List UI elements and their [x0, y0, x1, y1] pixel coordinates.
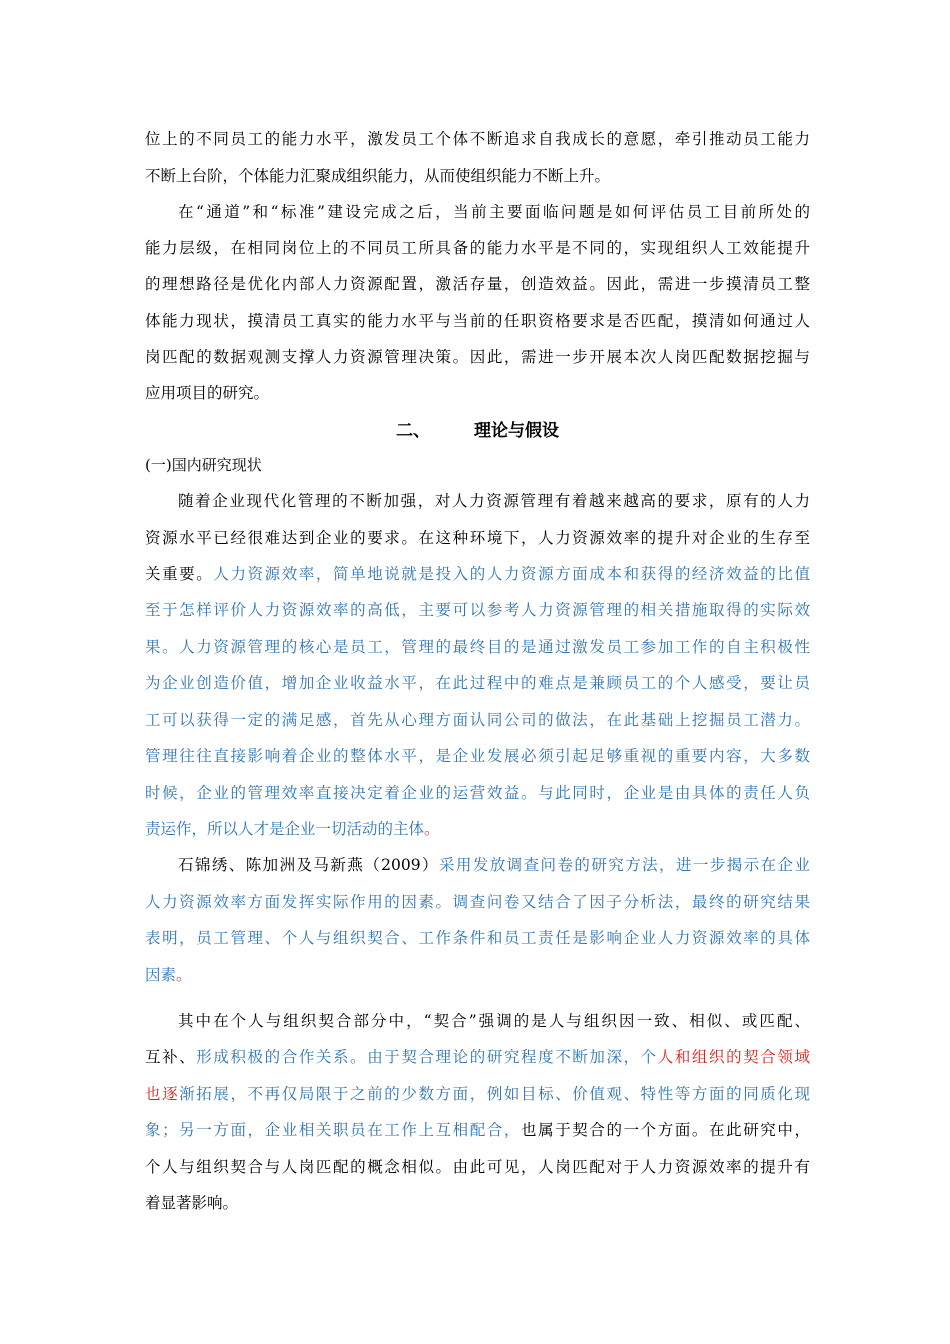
highlighted-paragraph-line: 表明，员工管理、个人与组织契合、工作条件和员工责任是影响企业人力资源效率的具体 [145, 929, 810, 947]
paragraph-line [145, 817, 810, 841]
marked-text-run: 也逐 [145, 1085, 180, 1103]
paragraph-line: 能力层级，在相同岗位上的不同员工所具备的能力水平是不同的，实现组织人工效能提升 [145, 239, 810, 257]
paragraph-line: 个人与组织契合与人岗匹配的概念相似。由此可见，人岗匹配对于人力资源效率的提升有 [145, 1158, 810, 1176]
paragraph-line: 不断上台阶，个体能力汇聚成组织能力，从而使组织能力不断上升。 [145, 167, 611, 185]
paragraph-line: 应用项目的研究。 [145, 384, 270, 402]
highlighted-text-run: 责运作，所以人才是企业一切活动的主体 [145, 820, 425, 838]
highlighted-paragraph-line: 时候，企业的管理效率直接决定着企业的运营效益。与此同时，企业是由具体的责任人负 [145, 784, 810, 802]
paragraph-line: 的理想路径是优化内部人力资源配置，激活存量，创造效益。因此，需进一步摸清员工整 [145, 275, 810, 293]
paragraph-line [178, 853, 810, 877]
paragraph-line: 位上的不同员工的能力水平，激发员工个体不断追求自我成长的意愿，牵引推动员工能力 [145, 130, 810, 148]
section-heading [145, 416, 810, 446]
highlighted-text-run: 渐拓展，不再仅局限于之前的少数方面，例如目标、价值观、特性等方面的同质化现 [179, 1085, 810, 1103]
paragraph-line: 着显著影响。 [145, 1194, 239, 1212]
marked-text-run: 人和组织的契合领域 [657, 1048, 810, 1066]
citation-text-run: 石锦绣、陈加洲及马新燕（2009） [178, 856, 439, 874]
paragraph-line: 资源水平已经很难达到企业的要求。在这种环境下，人力资源效率的提升对企业的生存至 [145, 529, 810, 547]
section-number: 二、 [396, 421, 430, 441]
subsection-heading: (一)国内研究现状 [145, 456, 262, 474]
highlighted-text-run: 采用发放调查问卷的研究方法，进一步揭示在企业 [438, 856, 810, 874]
paragraph-line: 体能力现状，摸清员工真实的能力水平与当前的任职资格要求是否匹配，摸清如何通过人 [145, 312, 810, 330]
paragraph-line [145, 1045, 810, 1069]
paragraph-line: 岗匹配的数据观测支撑人力资源管理决策。因此，需进一步开展本次人岗匹配数据挖掘与 [145, 348, 810, 366]
highlighted-paragraph-line: 工可以获得一定的满足感，首先从心理方面认同公司的做法，在此基础上挖掘员工潜力。 [145, 711, 810, 729]
highlighted-paragraph-line: 管理往往直接影响着企业的整体水平，是企业发展必须引起足够重视的重要内容，大多数 [145, 747, 810, 765]
paragraph-line: 在“通道”和“标准”建设完成之后，当前主要面临问题是如何评估员工目前所处的 [178, 203, 810, 221]
highlighted-text-run: 象；另一方面，企业相关职员在工作上互相配合， [145, 1121, 522, 1139]
paragraph-line [145, 963, 810, 987]
highlighted-paragraph-line: 至于怎样评价人力资源效率的高低，主要可以参考人力资源管理的相关措施取得的实际效 [145, 601, 810, 619]
paragraph-line [145, 1082, 810, 1106]
paragraph-line [145, 562, 810, 586]
marked-text-run: 。 [176, 966, 192, 984]
paragraph-line: 其中在个人与组织契合部分中，“契合”强调的是人与组织因一致、相似、或匹配、 [178, 1012, 810, 1030]
text-run: 互补、 [145, 1048, 197, 1066]
paragraph-line: 随着企业现代化管理的不断加强，对人力资源管理有着越来越高的要求，原有的人力 [178, 492, 810, 510]
text-run: 也属于契合的一个方面。在此研究中， [521, 1121, 810, 1139]
highlighted-paragraph-line: 果。人力资源管理的核心是员工，管理的最终目的是通过激发员工参加工作的自主积极性 [145, 638, 810, 656]
paragraph-line [145, 1118, 810, 1142]
text-run: 关重要。 [145, 565, 214, 583]
highlighted-paragraph-line: 人力资源效率方面发挥实际作用的因素。调查问卷又结合了因子分析法，最终的研究结果 [145, 893, 810, 911]
section-title: 理论与假设 [474, 421, 559, 441]
marked-text-run: 。 [424, 820, 440, 838]
highlighted-text-run: 形成积极的合作关系。由于契合理论的研究程度不断加深，个 [196, 1048, 658, 1066]
highlighted-paragraph-line: 为企业创造价值，增加企业收益水平，在此过程中的难点是兼顾员工的个人感受，要让员 [145, 674, 810, 692]
highlighted-text-run: 因素 [145, 966, 177, 984]
highlighted-text-run: 人力资源效率，简单地说就是投入的人力资源方面成本和获得的经济效益的比值 [213, 565, 810, 583]
